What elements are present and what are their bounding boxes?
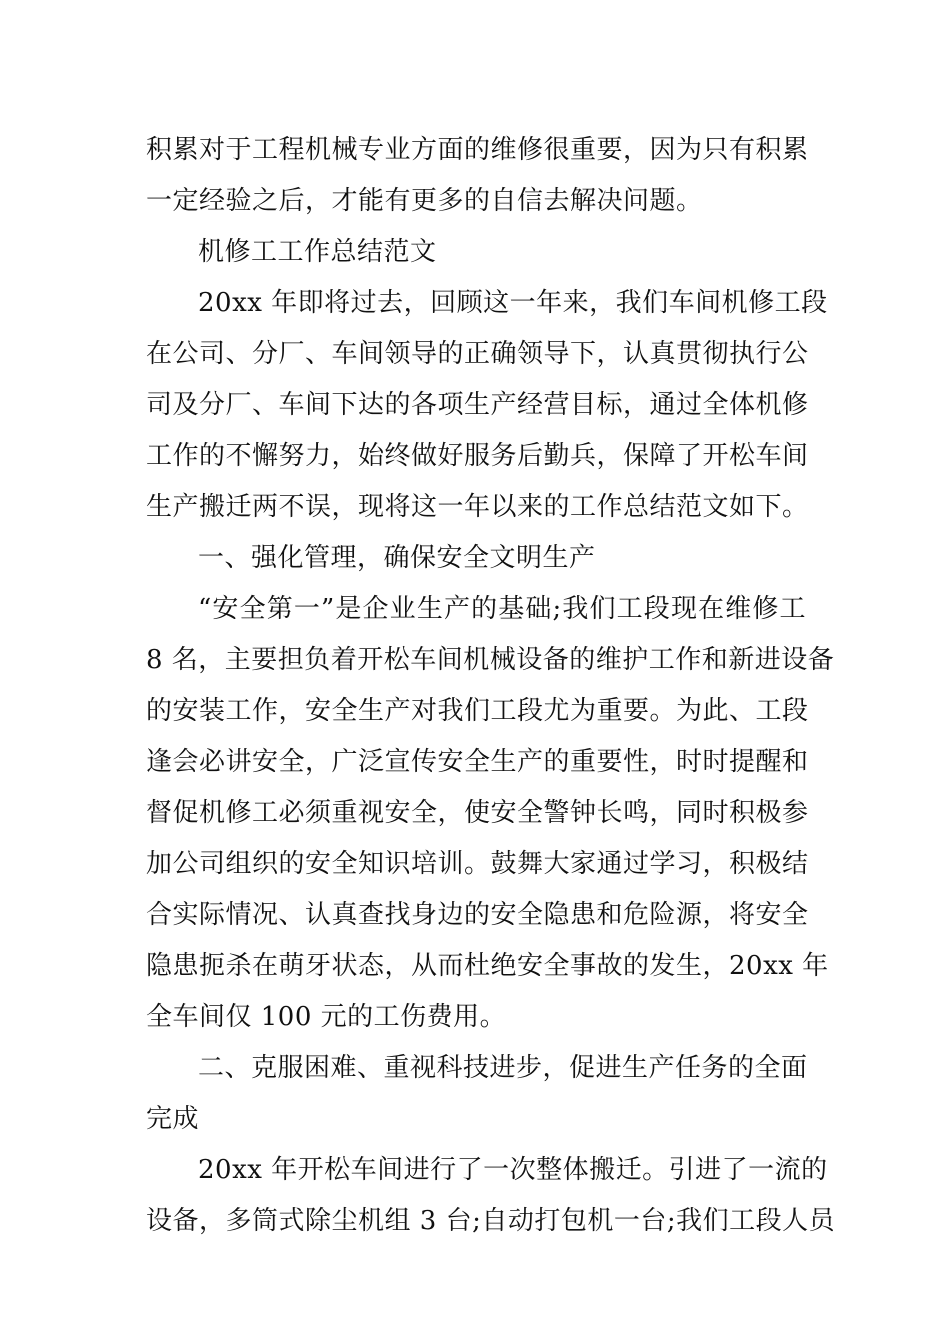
body-text-line: 积累对于工程机械专业方面的维修很重要，因为只有积累 [146,135,809,165]
body-text-line: 设备，多筒式除尘机组 3 台;自动打包机一台;我们工段人员 [146,1206,836,1236]
body-text-line: 的安装工作，安全生产对我们工段尤为重要。为此、工段 [146,696,809,726]
body-text-line: 督促机修工必须重视安全，使安全警钟长鸣，同时积极参 [146,798,809,828]
body-text-line: 加公司组织的安全知识培训。鼓舞大家通过学习，积极结 [146,849,809,879]
body-text-line: 全车间仅 100 元的工伤费用。 [146,1002,507,1032]
body-text-line: 8 名，主要担负着开松车间机械设备的维护工作和新进设备 [146,645,835,675]
body-text-line: 隐患扼杀在萌牙状态，从而杜绝安全事故的发生，20xx 年 [146,951,829,981]
body-text-line: 在公司、分厂、车间领导的正确领导下，认真贯彻执行公 [146,339,809,369]
section-heading-continued: 完成 [146,1104,200,1134]
body-text-line: 20xx 年开松车间进行了一次整体搬迁。引进了一流的 [198,1155,828,1185]
section-heading: 一、强化管理，确保安全文明生产 [198,543,596,573]
body-text-line: 合实际情况、认真查找身边的安全隐患和危险源，将安全 [146,900,809,930]
body-text-line: “安全第一”是企业生产的基础;我们工段现在维修工 [198,594,806,624]
section-heading: 机修工工作总结范文 [198,237,437,267]
body-text-line: 生产搬迁两不误，现将这一年以来的工作总结范文如下。 [146,492,809,522]
section-heading: 二、克服困难、重视科技进步，促进生产任务的全面 [198,1053,808,1083]
body-text-line: 司及分厂、车间下达的各项生产经营目标，通过全体机修 [146,390,809,420]
body-text-line: 工作的不懈努力，始终做好服务后勤兵，保障了开松车间 [146,441,809,471]
body-text-line: 20xx 年即将过去，回顾这一年来，我们车间机修工段 [198,288,828,318]
body-text-line: 一定经验之后，才能有更多的自信去解决问题。 [146,186,703,216]
body-text-line: 逢会必讲安全，广泛宣传安全生产的重要性，时时提醒和 [146,747,809,777]
